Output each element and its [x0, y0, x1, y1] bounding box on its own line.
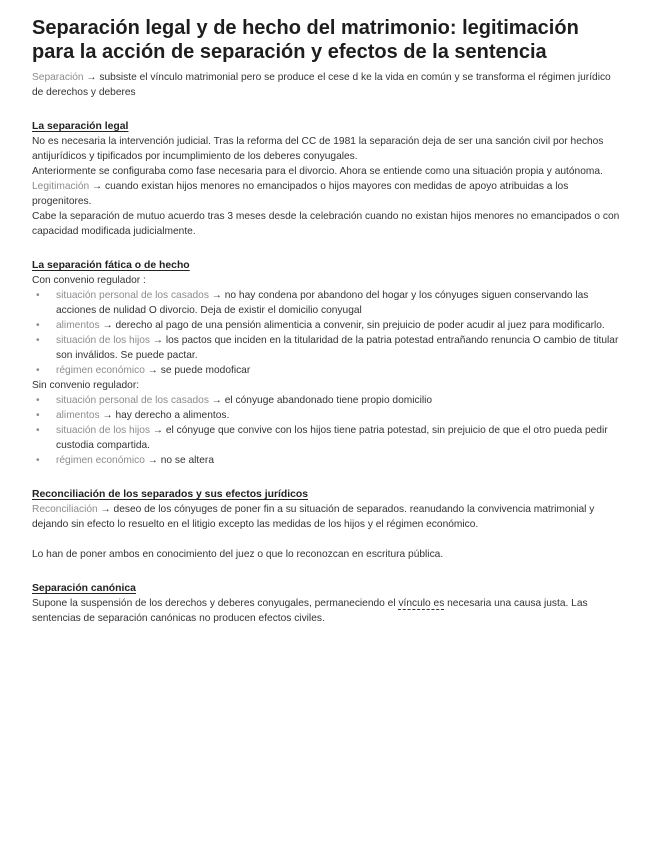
term-text: → el cónyuge abandonado tiene propio domicilio	[208, 395, 433, 406]
term: régimen económico	[56, 455, 145, 466]
paragraph: No es necesaria la intervención judicial. Tras la reforma del CC de 1981 la separación deja de ser una sanción civil por hechos antijurídicos y tipificados por incumplimiento de los deberes conyugales.	[32, 136, 604, 162]
page-title: Separación legal y de hecho del matrimonio: legitimación para la acción de separación y efectos de la sentencia	[32, 17, 579, 63]
paragraph	[32, 179, 624, 209]
term: régimen económico	[56, 365, 145, 376]
section-heading: Separación canónica	[32, 583, 136, 594]
term: Legitimación	[32, 181, 90, 192]
term: alimentos	[56, 320, 100, 331]
intro-term: Separación	[32, 72, 84, 83]
bullet-icon: •	[36, 425, 40, 436]
section-heading: La separación fática o de hecho	[32, 260, 190, 271]
list-item	[32, 333, 624, 363]
list-item	[32, 423, 624, 453]
paragraph: Lo han de poner ambos en conocimiento del juez o que lo reconozcan en escritura pública.	[32, 549, 444, 560]
paragraph: Anteriormente se configuraba como fase necesaria para el divorcio. Ahora se entiende como una situación propia y autónoma.	[32, 166, 603, 177]
term-text: → no se altera	[144, 455, 214, 466]
list-item	[32, 318, 624, 333]
bullet-icon: •	[36, 455, 40, 466]
list-item	[32, 288, 624, 318]
term-text: → el cónyuge que convive con los hijos tiene patria potestad, sin prejuicio de que el otro pueda pedir custodia compartida.	[56, 425, 608, 451]
term-text: → se puede modoficar	[144, 365, 251, 376]
intro-text: → subsiste el vínculo matrimonial pero se produce el cese d ke la vida en común y se transforma el régimen jurídico de derechos y deberes	[32, 72, 611, 98]
section-heading: Reconciliación de los separados y sus efectos jurídicos	[32, 489, 309, 500]
term-text: → hay derecho a alimentos.	[99, 410, 230, 421]
list-item	[32, 453, 624, 468]
bullet-icon: •	[36, 320, 40, 331]
term: situación de los hijos	[56, 425, 151, 436]
section-separacion-legal	[32, 119, 624, 239]
term-text: → los pactos que inciden en la titularidad de la patria potestad entrañando renuncia O cambio de titular son inválidos. Se puede pactar.	[56, 335, 619, 361]
term: situación de los hijos	[56, 335, 151, 346]
term-text: → derecho al pago de una pensión alimenticia a convenir, sin prejuicio de poder acudir al juez para modificarlo.	[99, 320, 605, 331]
term-text: → cuando existan hijos menores no emancipados o hijos mayores con medidas de apoyo atribuidas a los progenitores.	[32, 181, 569, 207]
text-run: Supone la suspensión de los derechos y deberes conyugales, permaneciendo el	[32, 598, 399, 609]
paragraph: Cabe la separación de mutuo acuerdo tras 3 meses desde la celebración cuando no existan hijos menores no emancipados o con capacidad modificada judicialmente.	[32, 211, 620, 237]
spacer	[32, 532, 624, 547]
intro-paragraph	[32, 70, 624, 100]
bullet-icon: •	[36, 410, 40, 421]
term-text: → deseo de los cónyuges de poner fin a su situación de separados. reanudando la convivencia matrimonial y dejando sin efecto lo resuelto en el litigio excepto las medidas de los hijos y el régimen económico.	[32, 504, 595, 530]
section-separacion-fatica	[32, 258, 624, 468]
bullet-list-sin-convenio	[32, 393, 624, 468]
list-label: Sin convenio regulador:	[32, 380, 140, 391]
term: Reconciliación	[32, 504, 98, 515]
bullet-icon: •	[36, 290, 40, 301]
term: situación personal de los casados	[56, 395, 209, 406]
text-run: necesaria una causa justa. Las sentencias de separación canónicas no producen efectos civiles.	[32, 598, 588, 624]
bullet-list-con-convenio	[32, 288, 624, 378]
list-label: Con convenio regulador :	[32, 275, 146, 286]
section-reconciliacion	[32, 487, 624, 562]
bullet-icon: •	[36, 365, 40, 376]
paragraph	[32, 596, 624, 626]
spellcheck-underlined-text: vínculo es	[398, 598, 445, 609]
term-text: → no hay condena por abandono del hogar y los cónyuges siguen conservando las acciones de nulidad O divorcio. Deja de existir el domicilio conyugal	[56, 290, 589, 316]
section-heading: La separación legal	[32, 121, 129, 132]
list-item	[32, 393, 624, 408]
section-separacion-canonica	[32, 581, 624, 626]
bullet-icon: •	[36, 335, 40, 346]
list-item	[32, 363, 624, 378]
term: alimentos	[56, 410, 100, 421]
term: situación personal de los casados	[56, 290, 209, 301]
bullet-icon: •	[36, 395, 40, 406]
list-item	[32, 408, 624, 423]
paragraph	[32, 502, 624, 532]
